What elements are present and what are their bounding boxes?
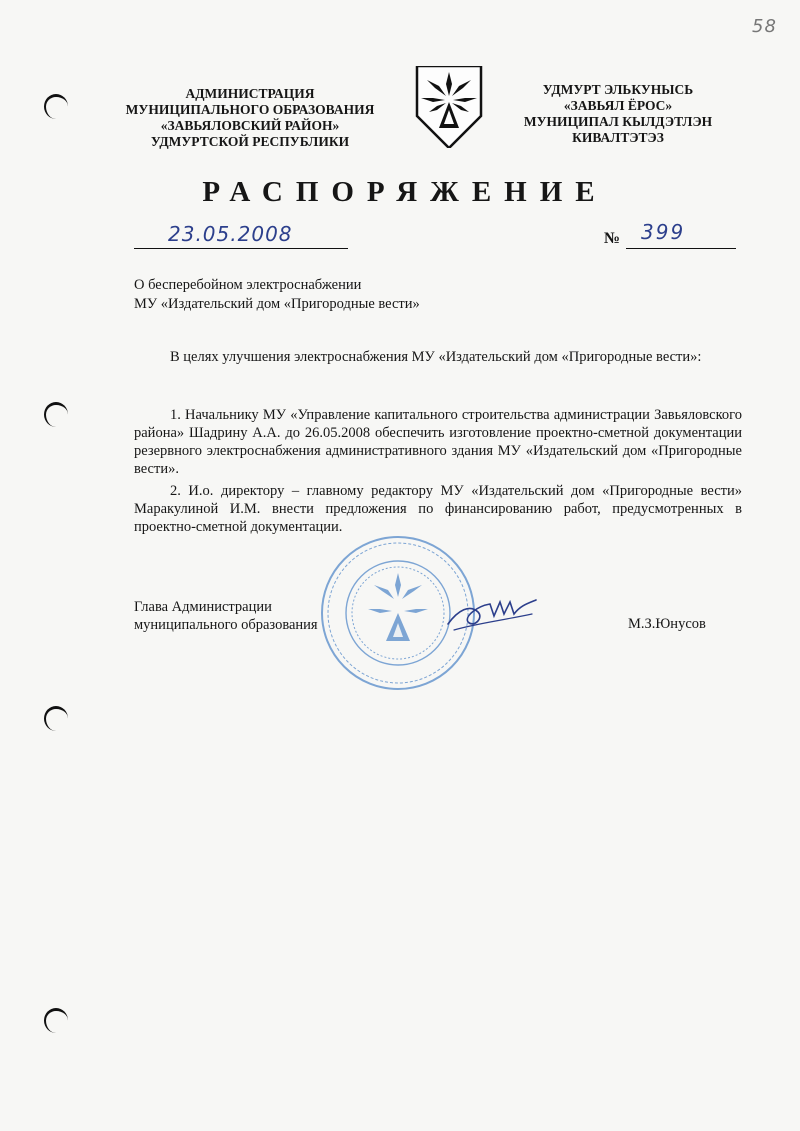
punch-hole-mark [44, 94, 68, 119]
number-label: № [604, 230, 621, 247]
punch-hole-mark [44, 402, 68, 427]
coat-of-arms-logo [413, 66, 485, 148]
header-left-line: МУНИЦИПАЛЬНОГО ОБРАЗОВАНИЯ [125, 102, 375, 117]
signatory-title [134, 598, 318, 634]
subject-line: О бесперебойном электроснабжении [134, 277, 362, 293]
number-underline [626, 248, 736, 249]
document-title: РАСПОРЯЖЕНИЕ [202, 176, 608, 208]
handwritten-date: 23.05.2008 [168, 222, 293, 246]
header-right-org [498, 82, 738, 146]
header-left-line: АДМИНИСТРАЦИЯ [185, 86, 315, 101]
header-left-org [100, 86, 400, 150]
handwritten-number: 399 [641, 220, 686, 244]
header-right-line: «ЗАВЬЯЛ ЁРОС» [563, 98, 673, 113]
header-right-line: УДМУРТ ЭЛЬКУНЫСЬ [542, 82, 694, 97]
punch-hole-mark [44, 706, 68, 731]
preamble-paragraph: В целях улучшения электроснабжения МУ «Издательский дом «Пригородные вести»: [170, 349, 702, 365]
handwritten-signature [444, 594, 540, 638]
order-item-1: 1. Начальнику МУ «Управление капитального строительства администрации Завьяловского района» Шадрину А.А. до 26.05.2008 обеспечить изготовление проектно-сметной документации резервного электроснабжения административного здания МУ «Издательский дом «Пригородные вести». [134, 407, 742, 477]
signatory-name: М.З.Юнусов [628, 616, 706, 632]
signatory-title-line: Глава Администрации [134, 599, 272, 615]
order-item-2: 2. И.о. директору – главному редактору МУ «Издательский дом «Пригородные вести» Маракулиной И.М. внести предложения по финансированию работ, предусмотренных в проектно-сметной документации. [134, 483, 742, 535]
date-underline [134, 248, 348, 249]
page-number: 58 [752, 16, 777, 37]
header-right-line: КИВАЛТЭТЭЗ [572, 130, 664, 145]
punch-hole-mark [44, 1008, 68, 1033]
header-left-line: УДМУРТСКОЙ РЕСПУБЛИКИ [150, 134, 350, 149]
document-subject [134, 276, 420, 314]
header-right-line: МУНИЦИПАЛ КЫЛДЭТЛЭН [523, 114, 713, 129]
header-left-line: «ЗАВЬЯЛОВСКИЙ РАЙОН» [160, 118, 340, 133]
signatory-title-line: муниципального образования [134, 617, 318, 633]
subject-line: МУ «Издательский дом «Пригородные вести» [134, 296, 420, 312]
